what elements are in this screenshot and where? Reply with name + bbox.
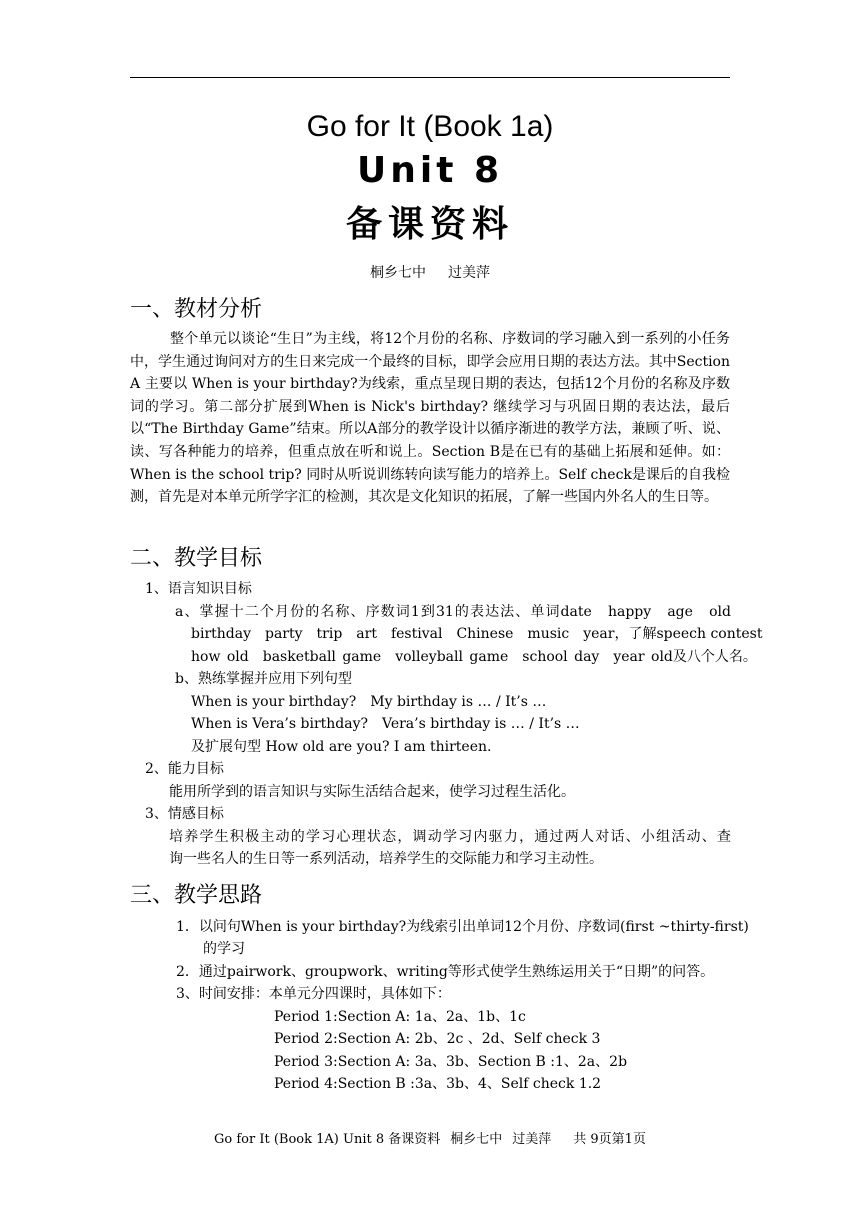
- goal-a-line3: how old basketball game volleyball game school day year old及八个人名。: [191, 649, 757, 665]
- goal-a-line2: birthday party trip art festival Chinese music year，了解speech contest: [191, 626, 763, 642]
- section3-heading: 三、教学思路: [130, 883, 263, 908]
- goal-ability: 2、能力目标: [145, 761, 224, 777]
- title-book: Go for It (Book 1a): [306, 110, 554, 143]
- goal-b-line1: When is your birthday? My birthday is … / It’s …: [191, 694, 547, 710]
- period-4: Period 4:Section B :3a、3b、4、Self check 1.2: [274, 1076, 602, 1092]
- footer-doc-title: Go for It (Book 1A) Unit 8 备课资料: [214, 1132, 441, 1147]
- title-unit: Unit 8: [357, 150, 503, 191]
- header-rule: [130, 77, 730, 78]
- goal-a-line1: a、掌握十二个月份的名称、序数词1到31的表达法、单词date happy age old: [175, 604, 731, 620]
- goal-ability-text: 能用所学到的语言知识与实际生活结合起来，使学习过程生活化。: [169, 784, 575, 800]
- period-2: Period 2:Section A: 2b、2c 、2d、Self check 3: [274, 1031, 601, 1047]
- goal-emotion-line1: 培养学生积极主动的学习心理状态，调动学习内驱力，通过两人对话、小组活动、查: [169, 829, 731, 845]
- author-line: [0, 262, 860, 282]
- plan-item2: 2．通过pairwork、groupwork、writing等形式使学生熟练运用关于“日期”的问答。: [176, 964, 715, 980]
- goal-language-knowledge: 1、语言知识目标: [145, 581, 252, 597]
- school-name: 桐乡七中: [370, 265, 426, 281]
- goal-emotion-line2: 询一些名人的生日等一系列活动，培养学生的交际能力和学习主动性。: [169, 851, 603, 867]
- author-name: 过美萍: [448, 265, 490, 281]
- footer-school: 桐乡七中: [450, 1132, 503, 1147]
- goal-b-label: b、熟练掌握并应用下列句型: [175, 671, 352, 687]
- footer-page-number: 共 9页第1页: [573, 1132, 646, 1147]
- title-lesson-materials: 备课资料: [345, 204, 514, 245]
- page-footer: [0, 1128, 860, 1147]
- section1-paragraph: [130, 328, 730, 509]
- plan-item1-line2: 的学习: [203, 941, 245, 957]
- plan-item1-line1: 1．以问句When is your birthday?为线索引出单词12个月份、序数词(first ~thirty-first): [176, 919, 749, 935]
- plan-item3: 3、时间安排：本单元分四课时，具体如下：: [176, 986, 451, 1002]
- goal-emotion: 3、情感目标: [145, 806, 224, 822]
- section1-heading: 一、教材分析: [130, 297, 263, 322]
- goal-b-line3: 及扩展句型 How old are you? I am thirteen.: [191, 739, 492, 755]
- section2-heading: 二、教学目标: [130, 546, 263, 571]
- section1-text: 整个单元以谈论“生日”为主线，将12个月份的名称、序数词的学习融入到一系列的小任务中，学生通过询问对方的生日来完成一个最终的目标，即学会应用日期的表达方法。其中Section A 主要以 When is your birthday?为线索，重点呈现日期的表达，包括12个月份的名称及序数词的学习。第二部分扩展到When is Nick's birthday? 继续学习与巩固日期的表达法，最后以“The Birthday Game”结束。所以A部分的教学设计以循序渐进的教学方法，兼顾了听、说、读、写各种能力的培养，但重点放在听和说上。Section B是在已有的基础上拓展和延伸。如：When is the school trip? 同时从听说训练转向读写能力的培养上。Self check是课后的自我检测，首先是对本单元所学字汇的检测，其次是文化知识的拓展，了解一些国内外名人的生日等。: [130, 331, 730, 506]
- period-3: Period 3:Section A: 3a、3b、Section B :1、2a、2b: [274, 1054, 628, 1070]
- period-1: Period 1:Section A: 1a、2a、1b、1c: [274, 1009, 526, 1025]
- footer-author: 过美萍: [512, 1132, 552, 1147]
- goal-b-line2: When is Vera’s birthday? Vera’s birthday is … / It’s …: [191, 716, 580, 732]
